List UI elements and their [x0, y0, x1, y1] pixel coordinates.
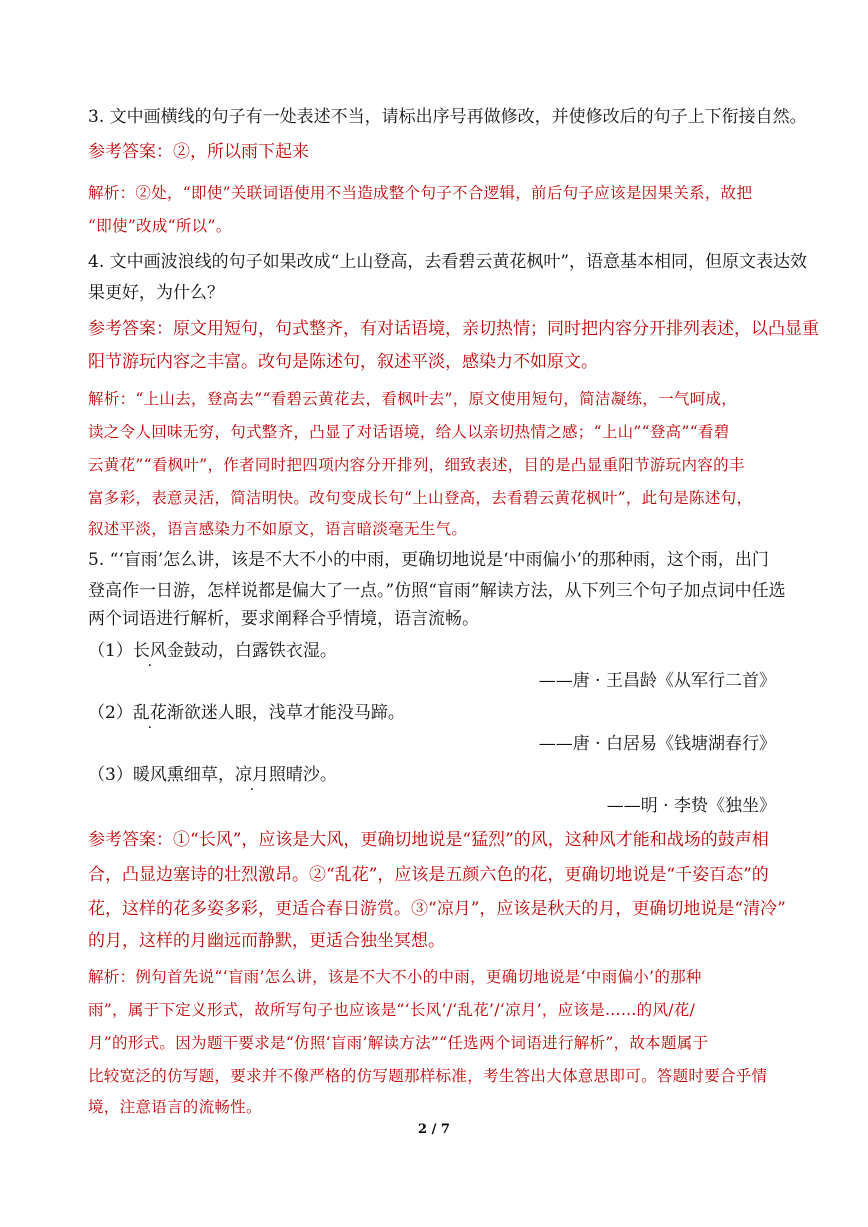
q5-answer-text: ①“长风”，应该是大风，更确切地说是“猛烈”的风，这种风才能和战场的鼓声相: [173, 830, 769, 850]
poem-rest: 渐欲迷人眼，浅草才能没马蹄。: [166, 703, 405, 723]
q5-question-line: 两个词语进行解析，要求阐释合乎情境，语言流畅。: [88, 609, 479, 629]
poem-prefix: （3）暖风熏细草，: [88, 765, 235, 785]
dotted-word: 乱花: [132, 703, 167, 723]
poem-prefix: （2）: [88, 703, 133, 723]
answer-label: 参考答案：: [88, 319, 173, 339]
q5-answer-line: [88, 829, 769, 851]
q3-question: 3. 文中画横线的句子有一处表述不当，请标出序号再做修改，并使修改后的句子上下衔接自然。: [88, 107, 807, 127]
answer-label: 参考答案：: [88, 142, 173, 162]
q4-question-line: 4. 文中画波浪线的句子如果改成“上山登高，去看碧云黄花枫叶”，语意基本相同，但原文表达效: [88, 252, 808, 272]
q4-analysis-line: 云黄花”“看枫叶”，作者同时把四项内容分开排列，细致表述，目的是凸显重阳节游玩内容的丰: [88, 456, 745, 474]
poem-prefix: （1）: [88, 641, 133, 661]
q4-answer-line: [88, 318, 819, 340]
q3-analysis-line: 解析：②处，“即使”关联词语使用不当造成整个句子不合逻辑，前后句子应该是因果关系，故把: [88, 184, 753, 202]
q5-answer-line: 的月，这样的月幽远而静默，更适合独坐冥想。: [88, 931, 445, 951]
dotted-word: 长风: [132, 641, 167, 661]
q5-analysis-line: 月”的形式。因为题干要求是“仿照‘盲雨’解读方法”“任选两个词语进行解析”，故本题属于: [88, 1034, 709, 1052]
poem-source: ——唐 · 王昌龄《从军行二首》: [538, 671, 776, 691]
poem-source: ——唐 · 白居易《钱塘湖春行》: [538, 734, 776, 754]
q4-analysis-line: 读之令人回味无穷，句式整齐，凸显了对话语境，给人以亲切热情之感；“上山”“登高”“看碧: [88, 423, 730, 441]
poem-source: ——明 · 李贽《独坐》: [606, 796, 776, 816]
q4-analysis-line: 富多彩，表意灵活，简洁明快。改句变成长句“上山登高，去看碧云黄花枫叶”，此句是陈述句，: [88, 489, 753, 507]
dotted-word: 凉月: [234, 765, 269, 785]
q4-answer-line: 阳节游玩内容之丰富。改句是陈述句，叙述平淡，感染力不如原文。: [88, 352, 598, 372]
q5-answer-line: 合，凸显边塞诗的壮烈激昂。②“乱花”，应该是五颜六色的花，更确切地说是“千姿百态”的: [88, 865, 769, 885]
q3-answer-text: ②，所以雨下起来: [173, 142, 309, 162]
q4-answer-text: 原文用短句，句式整齐，有对话语境，亲切热情；同时把内容分开排列表述，以凸显重: [173, 319, 819, 339]
q4-analysis-line: 解析：“上山去，登高去”“看碧云黄花去，看枫叶去”，原文使用短句，简洁凝练，一气呵成，: [88, 390, 738, 408]
poem-line: [88, 764, 337, 786]
q3-analysis-line: “即使”改成“所以”。: [88, 217, 232, 235]
q4-analysis-line: 叙述平淡，语言感染力不如原文，语言暗淡毫无生气。: [88, 520, 468, 538]
q3-answer: [88, 141, 309, 163]
q5-question-line: 5. “‘盲雨’怎么讲，该是不大不小的中雨，更确切地说是‘中雨偏小’的那种雨，这个雨，出门: [88, 550, 769, 570]
q5-analysis-line: 境，注意语言的流畅性。: [88, 1098, 262, 1116]
poem-rest: 照晴沙。: [268, 765, 337, 785]
poem-line: [88, 640, 337, 662]
q5-answer-line: 花，这样的花多姿多彩，更适合春日游赏。③“凉月”，应该是秋天的月，更确切地说是“清冷”: [88, 899, 786, 919]
q5-analysis-line: 雨”，属于下定义形式，故所写句子也应该是“‘长风’/‘乱花’/‘凉月’，应该是……的风/花/: [88, 1001, 696, 1019]
poem-line: [88, 702, 405, 724]
q5-question-line: 登高作一日游，怎样说都是偏大了一点。”仿照“盲雨”解读方法，从下列三个句子加点词中任选: [88, 581, 786, 601]
page-number: 2 / 7: [418, 1122, 450, 1137]
q4-question-line: 果更好，为什么？: [88, 283, 224, 303]
poem-rest: 金鼓动，白露铁衣湿。: [166, 641, 337, 661]
q5-analysis-line: 解析：例句首先说“‘盲雨’怎么讲，该是不大不小的中雨，更确切地说是‘中雨偏小’的那种: [88, 968, 702, 986]
answer-label: 参考答案：: [88, 830, 173, 850]
q5-analysis-line: 比较宽泛的仿写题，要求并不像严格的仿写题那样标准，考生答出大体意思即可。答题时要合乎情: [88, 1067, 768, 1085]
